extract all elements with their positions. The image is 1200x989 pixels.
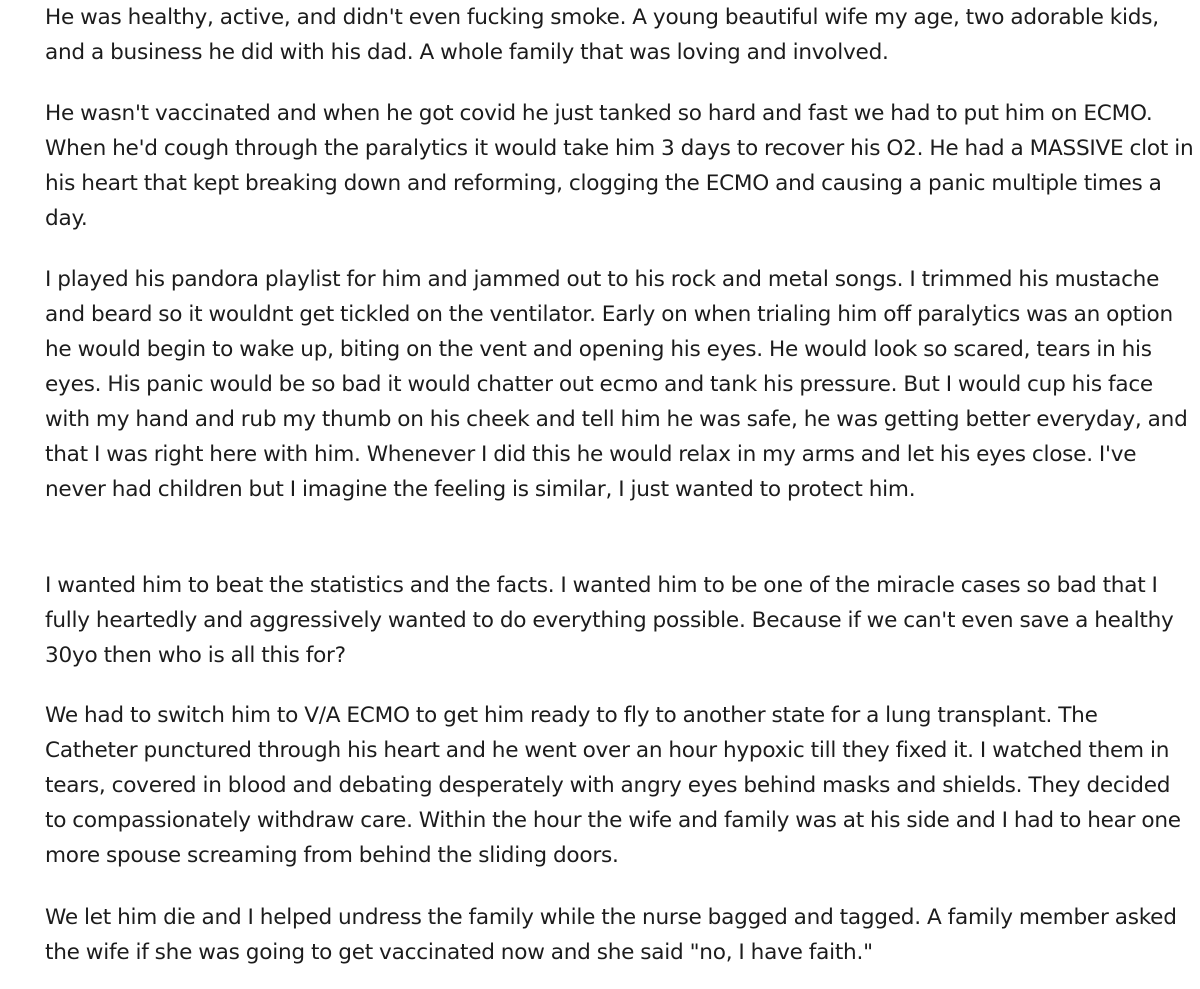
- post-paragraph: We had to switch him to V/A ECMO to get him ready to fly to another state for a lung transplant. The Catheter punctured through his heart and he went over an hour hypoxic till they fixed it. I watched them in tears, covered in blood and debating desperately with angry eyes behind masks and shields. They decided to compassionately withdraw care. Within the hour the wife and family was at his side and I had to hear one more spouse screaming from behind the sliding doors.: [45, 703, 1181, 868]
- post-paragraph: He was healthy, active, and didn't even fucking smoke. A young beautiful wife my age, two adorable kids, and a business he did with his dad. A whole family that was loving and involved.: [45, 5, 1159, 65]
- post-paragraph: I played his pandora playlist for him and jammed out to his rock and metal songs. I trimmed his mustache and beard so it wouldnt get tickled on the ventilator. Early on when trialing him off paralytics was an option he would begin to wake up, biting on the vent and opening his eyes. He would look so scared, tears in his eyes. His panic would be so bad it would chatter out ecmo and tank his pressure. But I would cup his face with my hand and rub my thumb on his cheek and tell him he was safe, he was getting better everyday, and that I was right here with him. Whenever I did this he would relax in my arms and let his eyes close. I've never had children but I imagine the feeling is similar, I just wanted to protect him.: [45, 267, 1188, 502]
- post-paragraph: We let him die and I helped undress the family while the nurse bagged and tagged. A family member asked the wife if she was going to get vaccinated now and she said "no, I have faith.": [45, 905, 1177, 965]
- post-paragraph: He wasn't vaccinated and when he got covid he just tanked so hard and fast we had to put him on ECMO. When he'd cough through the paralytics it would take him 3 days to recover his O2. He had a MASSIVE clot in his heart that kept breaking down and reforming, clogging the ECMO and causing a panic multiple times a day.: [45, 101, 1194, 231]
- post-paragraph: I wanted him to beat the statistics and the facts. I wanted him to be one of the miracle cases so bad that I fully heartedly and aggressively wanted to do everything possible. Because if we can't even save a healthy 30yo then who is all this for?: [45, 573, 1174, 668]
